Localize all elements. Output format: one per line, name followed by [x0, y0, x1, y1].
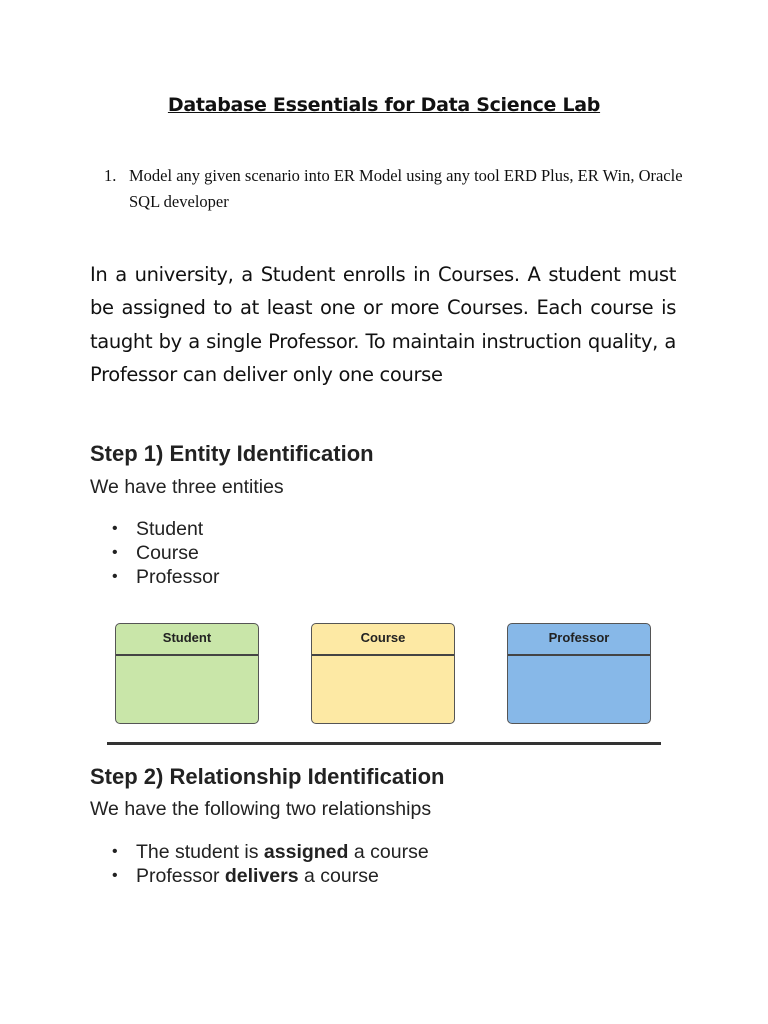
entity-list-item: • Professor — [110, 565, 219, 589]
step1-intro: We have three entities — [90, 476, 284, 498]
step2-intro: We have the following two relationships — [90, 798, 432, 820]
entity-list — [110, 517, 219, 589]
entity-box-title: Professor — [508, 624, 650, 656]
document-title: Database Essentials for Data Science Lab — [167, 94, 601, 116]
entity-box-title: Course — [312, 624, 454, 656]
entity-box-student — [115, 623, 259, 724]
horizontal-rule — [107, 742, 661, 745]
entity-list-item: • Course — [110, 541, 219, 565]
relationship-list-item: • The student is assigned a course — [110, 840, 429, 864]
entity-box-professor — [507, 623, 651, 724]
question-number: 1. — [104, 166, 117, 185]
relationship-list — [110, 840, 429, 888]
entity-box-course — [311, 623, 455, 724]
relationship-list-item: • Professor delivers a course — [110, 864, 429, 888]
entity-box-title: Student — [116, 624, 258, 656]
scenario-paragraph: In a university, a Student enrolls in Courses. A student must be assigned to at least one or more Courses. Each course is taught by a single Professor. To maintain instruction quality, a Professor can deliver only one course — [90, 263, 676, 386]
question-item — [104, 163, 694, 215]
step2-heading: Step 2) Relationship Identification — [90, 764, 445, 789]
question-text: Model any given scenario into ER Model using any tool ERD Plus, ER Win, Oracle SQL developer — [129, 166, 683, 211]
entity-list-item: • Student — [110, 517, 219, 541]
step1-heading: Step 1) Entity Identification — [90, 441, 374, 466]
